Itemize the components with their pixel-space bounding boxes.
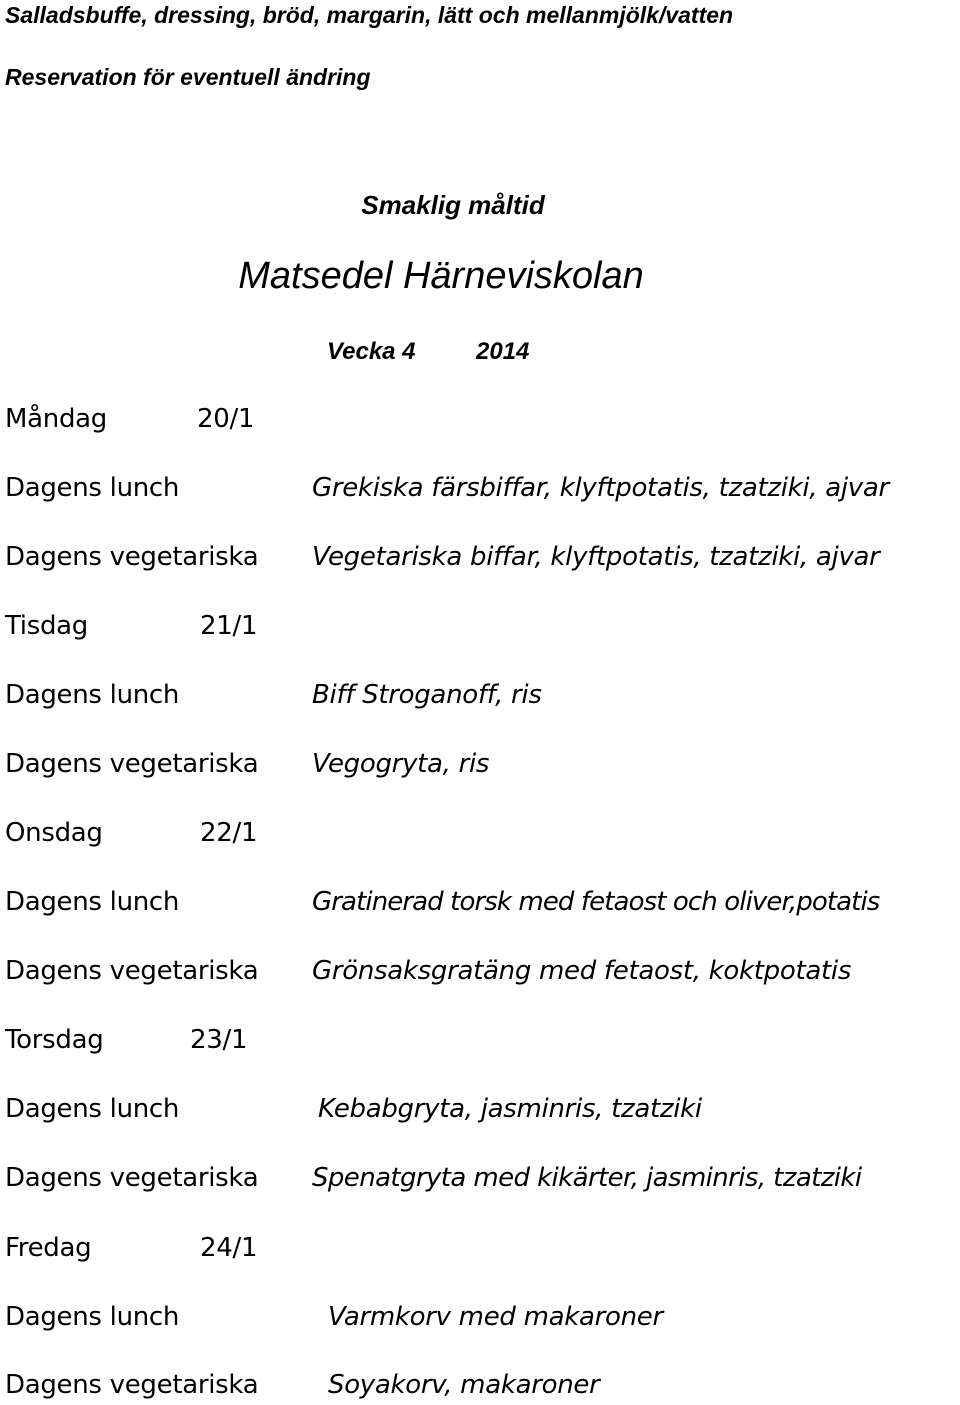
smaklig-maltid: Smaklig måltid (361, 190, 545, 220)
lunch-label: Dagens lunch (5, 680, 180, 710)
veg-dish-thursday: Spenatgryta med kikärter, jasminris, tzatziki (312, 1163, 862, 1193)
lunch-dish-tuesday: Biff Stroganoff, ris (312, 680, 542, 710)
day-date: 22/1 (200, 818, 258, 848)
day-name: Fredag (5, 1233, 92, 1263)
veg-dish-monday: Vegetariska biffar, klyftpotatis, tzatziki, ajvar (312, 542, 880, 572)
lunch-label: Dagens lunch (5, 1094, 180, 1124)
veg-label: Dagens vegetariska (5, 749, 259, 779)
page-title: Matsedel Härneviskolan (238, 255, 644, 297)
lunch-label: Dagens lunch (5, 473, 180, 503)
veg-dish-friday: Soyakorv, makaroner (328, 1370, 600, 1400)
week-year: 2014 (476, 338, 530, 365)
day-name: Onsdag (5, 818, 103, 848)
veg-label: Dagens vegetariska (5, 1370, 259, 1400)
veg-label: Dagens vegetariska (5, 956, 259, 986)
day-heading-monday (5, 402, 255, 436)
lunch-dish-friday: Varmkorv med makaroner (328, 1302, 663, 1332)
day-date: 24/1 (200, 1233, 258, 1263)
day-name: Torsdag (5, 1025, 104, 1055)
lunch-dish-thursday: Kebabgryta, jasminris, tzatziki (318, 1094, 702, 1124)
day-heading-tuesday (5, 609, 258, 643)
veg-dish-wednesday: Grönsaksgratäng med fetaost, koktpotatis (312, 956, 852, 986)
week-label: Vecka 4 (327, 338, 416, 365)
lunch-dish-monday: Grekiska färsbiffar, klyftpotatis, tzatziki, ajvar (312, 473, 889, 503)
lunch-label: Dagens lunch (5, 887, 180, 917)
day-name: Tisdag (5, 611, 88, 641)
reservation-note: Reservation för eventuell ändring (5, 64, 371, 90)
veg-label: Dagens vegetariska (5, 1163, 259, 1193)
lunch-label: Dagens lunch (5, 1302, 180, 1332)
day-heading-thursday (5, 1023, 248, 1057)
day-date: 21/1 (200, 611, 258, 641)
veg-dish-tuesday: Vegogryta, ris (312, 749, 490, 779)
lunch-dish-wednesday: Gratinerad torsk med fetaost och oliver,potatis (312, 887, 880, 917)
day-name: Måndag (5, 404, 107, 434)
day-heading-wednesday (5, 816, 258, 850)
day-date: 20/1 (197, 404, 255, 434)
day-date: 23/1 (190, 1025, 248, 1055)
week-line (327, 338, 530, 366)
day-heading-friday (5, 1231, 258, 1265)
buffet-info: Salladsbuffe, dressing, bröd, margarin, lätt och mellanmjölk/vatten (5, 2, 734, 28)
veg-label: Dagens vegetariska (5, 542, 259, 572)
